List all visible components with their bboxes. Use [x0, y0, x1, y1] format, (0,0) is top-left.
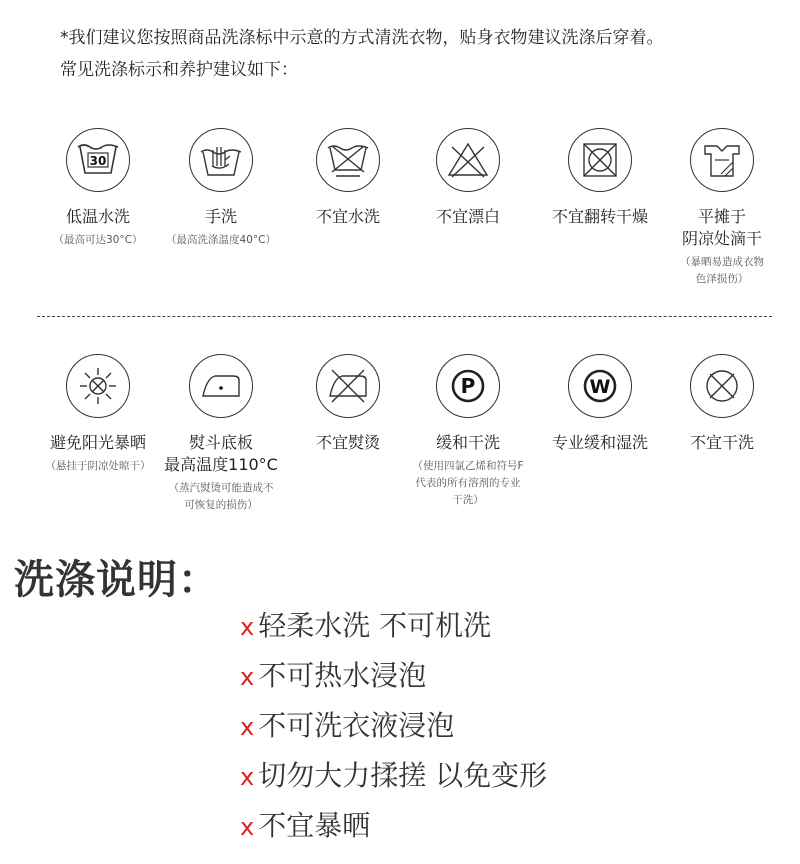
symbol-label: 手洗 — [204, 207, 237, 226]
x-mark-icon: x — [240, 713, 255, 741]
care-item-text: 不可洗衣液浸泡 — [258, 709, 455, 742]
intro-text — [60, 22, 780, 86]
dry-clean-p-icon — [436, 354, 500, 418]
care-item-text: 不宜暴晒 — [258, 809, 371, 842]
care-item-text: 不可热水浸泡 — [258, 659, 427, 692]
symbol-gentle-wet-clean — [535, 354, 665, 454]
hand-wash-icon — [189, 128, 253, 192]
symbol-no-sun — [33, 354, 163, 475]
symbol-note: （最高可达30°C） — [53, 234, 143, 246]
symbol-label: 缓和干洗 — [435, 433, 500, 452]
symbol-note-line-2: 可恢复的损伤） — [184, 499, 258, 511]
intro-line-1: *我们建议您按照商品洗涤标中示意的方式清洗衣物，贴身衣物建议洗涤后穿着。 — [60, 28, 664, 48]
care-item — [240, 654, 760, 704]
symbol-label: 专业缓和湿洗 — [551, 433, 648, 452]
symbol-note — [156, 480, 286, 514]
symbol-iron-max-temp — [156, 354, 286, 514]
symbol-no-bleach — [403, 128, 533, 228]
symbol-label: 不宜水洗 — [315, 207, 380, 226]
symbol-no-iron — [283, 354, 413, 454]
no-iron-icon — [316, 354, 380, 418]
washing-instructions-title: 洗涤说明： — [14, 557, 219, 603]
flat-dry-shade-icon — [690, 128, 754, 192]
symbol-label-line-2: 最高温度110°C — [164, 455, 278, 474]
symbol-label: 避免阳光暴晒 — [49, 433, 146, 452]
x-mark-icon: x — [240, 813, 255, 841]
care-item — [240, 704, 760, 754]
x-mark-icon: x — [240, 763, 255, 791]
symbol-note-line-2: 色泽损伤） — [695, 273, 749, 285]
symbol-label: 熨斗底板 — [188, 433, 253, 452]
symbol-hand-wash — [156, 128, 286, 249]
symbol-label: 低温水洗 — [65, 207, 130, 226]
symbol-no-wash — [283, 128, 413, 228]
care-item — [240, 804, 760, 854]
svg-text:P: P — [460, 374, 476, 398]
dashed-divider — [37, 316, 772, 317]
svg-text:W: W — [589, 376, 611, 398]
symbol-label: 不宜熨烫 — [315, 433, 380, 452]
symbol-gentle-dry-clean — [403, 354, 533, 509]
no-sun-icon — [66, 354, 130, 418]
iron-icon — [189, 354, 253, 418]
no-wash-icon — [316, 128, 380, 192]
symbol-flat-dry-shade — [657, 128, 787, 288]
no-dry-clean-icon — [690, 354, 754, 418]
care-item-text: 切勿大力揉搓 以免变形 — [258, 759, 548, 792]
symbol-label-line-2: 阴凉处滴干 — [681, 229, 762, 248]
symbol-note-line-1: （使用四氯乙烯和符号F — [412, 460, 524, 472]
wash-tub-30-icon — [66, 128, 130, 192]
symbol-note-line-1: （暴晒易造成衣物 — [680, 256, 764, 268]
x-mark-icon: x — [240, 663, 255, 691]
wet-clean-w-icon — [568, 354, 632, 418]
symbol-label: 平摊于 — [697, 207, 746, 226]
no-bleach-icon — [436, 128, 500, 192]
symbol-low-temp-wash — [33, 128, 163, 249]
symbol-label: 不宜漂白 — [435, 207, 500, 226]
symbol-note: （悬挂于阴凉处晾干） — [45, 460, 151, 472]
care-instructions-list — [240, 604, 760, 854]
symbol-note-line-2: 代表的所有溶剂的专业 — [415, 477, 521, 489]
symbol-note-line-1: （蒸汽熨烫可能造成不 — [168, 482, 274, 494]
care-item-text: 轻柔水洗 不可机洗 — [258, 609, 492, 642]
symbol-note — [657, 254, 787, 288]
symbol-label: 不宜干洗 — [689, 433, 754, 452]
symbol-note — [403, 458, 533, 509]
symbol-label: 不宜翻转干燥 — [551, 207, 648, 226]
symbol-no-dry-clean — [657, 354, 787, 454]
svg-text:30: 30 — [89, 154, 107, 168]
symbol-note-line-3: 干洗） — [452, 494, 484, 506]
care-item — [240, 754, 760, 804]
x-mark-icon: x — [240, 613, 255, 641]
symbol-no-tumble-dry — [535, 128, 665, 228]
intro-line-2: 常见洗涤标示和养护建议如下： — [60, 60, 298, 80]
no-tumble-dry-icon — [568, 128, 632, 192]
symbol-note: （最高洗涤温度40°C） — [166, 234, 276, 246]
care-item — [240, 604, 760, 654]
